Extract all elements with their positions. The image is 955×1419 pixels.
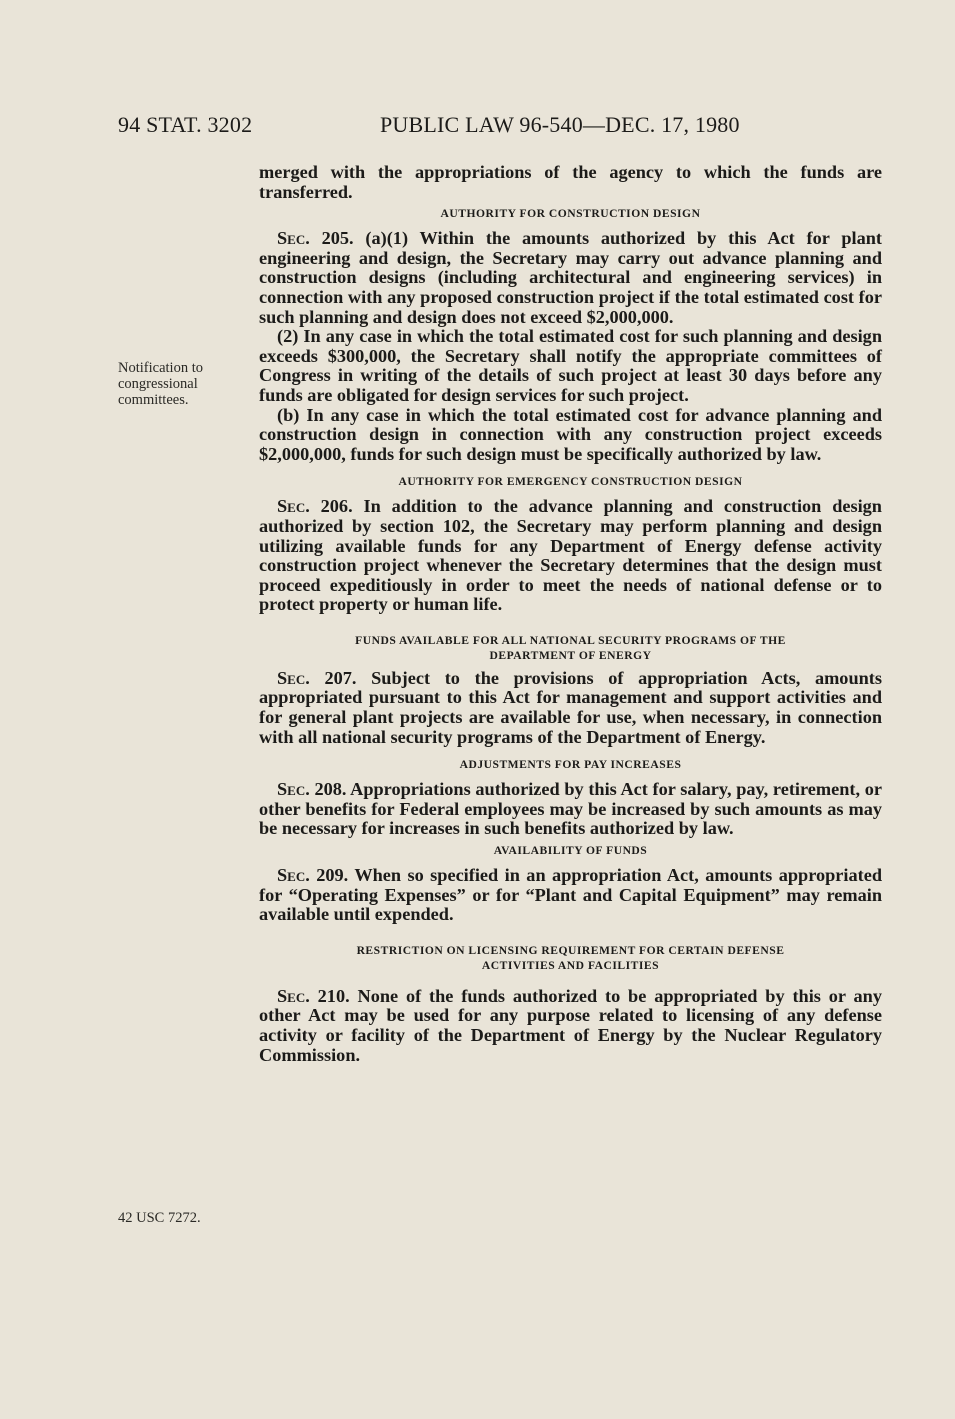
- section-heading: [259, 633, 882, 663]
- margin-note-line: congressional: [118, 376, 198, 392]
- section-210-paragraph: [259, 987, 882, 1065]
- heading-line: FUNDS AVAILABLE FOR ALL NATIONAL SECURITY PROGRAMS OF THE: [355, 633, 786, 647]
- section-208-paragraph: [259, 780, 882, 839]
- body-text: [259, 163, 882, 1065]
- sec-label: Sec.: [277, 985, 310, 1006]
- section-text: 207. Subject to the provisions of appropriation Acts, amounts appropriated pursuant to this Act for management and support activities and for general plant projects are available for use, when necessary, in connection with all national security programs of the Department of Energy.: [259, 667, 882, 747]
- section-206-paragraph: [259, 497, 882, 615]
- section-heading: ADJUSTMENTS FOR PAY INCREASES: [459, 758, 682, 772]
- section-205-paragraph-b: (b) In any case in which the total estimated cost for advance planning and construction design in connection with any construction project exceeds $2,000,000, funds for such design must be specifically authorized by law.: [259, 404, 882, 464]
- sec-label: Sec.: [277, 865, 310, 886]
- section-209-paragraph: [259, 866, 882, 925]
- section-text: 210. None of the funds authorized to be appropriated by this or any other Act may be used for any purpose related to licensing of any defense activity or facility of the Department of Energy by the Nuclear Regulatory Commission.: [259, 985, 882, 1065]
- public-law-title: PUBLIC LAW 96-540—DEC. 17, 1980: [380, 112, 740, 137]
- section-207-paragraph: [259, 669, 882, 747]
- statute-page-number: 94 STAT. 3202: [118, 112, 253, 137]
- section-heading: [259, 943, 882, 973]
- page-header: [118, 112, 878, 148]
- margin-note-usc: 42 USC 7272.: [118, 1210, 201, 1226]
- section-205-paragraph-a2: (2) In any case in which the total estimated cost for such planning and design exceeds $300,000, the Secretary shall notify the appropriate committees of Congress in writing of the details of such project at least 30 days before any funds are obligated for design services for such project.: [259, 326, 882, 405]
- heading-line: RESTRICTION ON LICENSING REQUIREMENT FOR CERTAIN DEFENSE: [356, 943, 785, 957]
- margin-note-line: committees.: [118, 392, 189, 408]
- margin-note-notification: [118, 360, 203, 408]
- section-text: 209. When so specified in an appropriation Act, amounts appropriated for “Operating Expenses” or for “Plant and Capital Equipment” may remain available until expended.: [259, 865, 882, 925]
- margin-note-line: Notification to: [118, 360, 203, 376]
- continuation-paragraph: merged with the appropriations of the agency to which the funds are transferred.: [259, 162, 882, 202]
- section-heading: AVAILABILITY OF FUNDS: [493, 844, 648, 858]
- section-205-paragraph-a1: [259, 229, 882, 327]
- section-heading: AUTHORITY FOR EMERGENCY CONSTRUCTION DESIGN: [398, 475, 743, 489]
- heading-line: ACTIVITIES AND FACILITIES: [481, 958, 660, 972]
- section-text: 208. Appropriations authorized by this Act for salary, pay, retirement, or other benefits for Federal employees may be increased by such amounts as may be necessary for increases in such benefits authorized by law.: [259, 779, 882, 839]
- sec-label: Sec.: [277, 779, 310, 800]
- section-heading: AUTHORITY FOR CONSTRUCTION DESIGN: [440, 207, 701, 221]
- sec-label: Sec.: [277, 496, 310, 517]
- sec-label: Sec.: [277, 667, 310, 688]
- section-text: 205. (a)(1) Within the amounts authorized by this Act for plant engineering and design, the Secretary may carry out advance planning and construction designs (including architectural and engineering services) in connection with any proposed construction project if the total estimated cost for such planning and design does not exceed $2,000,000.: [259, 228, 882, 327]
- sec-label: Sec.: [277, 228, 310, 249]
- heading-line: DEPARTMENT OF ENERGY: [489, 648, 652, 662]
- section-text: 206. In addition to the advance planning and construction design authorized by section 102, the Secretary may perform planning and design utilizing available funds for any Department of Energy defense activity construction project whenever the Secretary determines that the design must proceed expeditiously in order to meet the needs of national defense or to protect property or human life.: [259, 496, 882, 615]
